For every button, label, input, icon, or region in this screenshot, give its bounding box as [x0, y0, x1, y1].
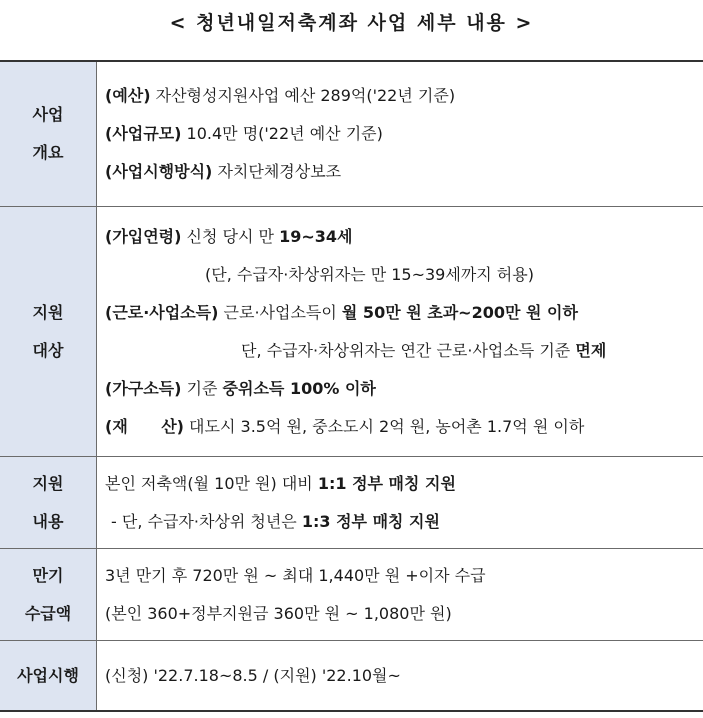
table-row-overview [0, 62, 703, 206]
income-line [105, 294, 703, 332]
age-line [105, 218, 703, 256]
line-label: (재 산) [105, 416, 184, 436]
line-note: (단, 수급자·차상위자는 만 15~39세까지 허용) [205, 264, 534, 284]
line-label: (근로·사업소득) [105, 302, 219, 322]
matching-note-line [105, 503, 703, 541]
assets-line [105, 408, 703, 446]
row-header-line: 지원 [32, 473, 64, 493]
line-label: (사업시행방식) [105, 162, 213, 181]
line-label: (예산) [105, 86, 151, 105]
page-title: < 청년내일저축계좌 사업 세부 내용 > [169, 12, 534, 34]
line-text: 근로·사업소득이 [218, 302, 342, 322]
row-header-line: 지원 [32, 302, 64, 322]
row-content-eligibility [97, 207, 703, 456]
row-header-schedule [0, 641, 97, 710]
line-text: 대도시 3.5억 원, 중소도시 2억 원, 농어촌 1.7억 원 이하 [183, 416, 585, 436]
line-label: (가입연령) [105, 226, 182, 246]
row-content-overview [97, 62, 703, 206]
payout-breakdown-line [105, 595, 703, 633]
line-strong: 19~34세 [279, 226, 353, 246]
line-text: 본인 저축액(월 10만 원) 대비 [105, 473, 318, 493]
line-strong: 중위소득 100% 이하 [222, 378, 376, 398]
line-note-strong: 면제 [575, 340, 607, 360]
row-header-support [0, 457, 97, 548]
row-header-line: 사업 [32, 105, 64, 124]
program-details-table [0, 60, 703, 712]
row-header-overview [0, 62, 97, 206]
line-text: 자산형성지원사업 예산 289억('22년 기준) [150, 86, 456, 105]
table-row-schedule [0, 640, 703, 710]
line-strong: 1:1 정부 매칭 지원 [317, 473, 456, 493]
age-note-line [105, 256, 703, 294]
row-header-line: 개요 [32, 143, 64, 162]
payout-line [105, 557, 703, 595]
line-note: 단, 수급자·차상위자는 연간 근로·사업소득 기준 [241, 340, 576, 360]
row-header-line: 만기 [32, 565, 64, 585]
row-header-payout [0, 549, 97, 640]
row-header-line: 대상 [32, 340, 64, 360]
line-text: (본인 360+정부지원금 360만 원 ~ 1,080만 원) [105, 603, 452, 623]
household-income-line [105, 370, 703, 408]
row-content-support [97, 457, 703, 548]
line-label: (사업규모) [105, 124, 182, 143]
income-note-line [105, 332, 703, 370]
table-row-payout [0, 548, 703, 640]
line-text: 3년 만기 후 720만 원 ~ 최대 1,440만 원 +이자 수급 [105, 565, 486, 585]
matching-line [105, 465, 703, 503]
row-content-schedule [97, 641, 703, 710]
row-header-line: 내용 [32, 511, 64, 531]
table-row-support [0, 456, 703, 548]
line-strong: 월 50만 원 초과~200만 원 이하 [341, 302, 578, 322]
table-row-eligibility [0, 206, 703, 456]
line-text: 기준 [181, 378, 223, 398]
row-header-line: 사업시행 [17, 665, 79, 685]
scale-line [105, 115, 703, 153]
row-header-line: 수급액 [24, 603, 72, 623]
line-text: 10.4만 명('22년 예산 기준) [181, 124, 383, 143]
line-text: 자치단체경상보조 [212, 162, 342, 181]
budget-line [105, 77, 703, 115]
line-text: (신청) '22.7.18~8.5 / (지원) '22.10월~ [105, 665, 401, 685]
line-text: 신청 당시 만 [181, 226, 280, 246]
line-text: - 단, 수급자·차상위 청년은 [111, 511, 302, 531]
row-header-eligibility [0, 207, 97, 456]
row-content-payout [97, 549, 703, 640]
line-label: (가구소득) [105, 378, 182, 398]
method-line [105, 153, 703, 191]
schedule-line [105, 657, 703, 695]
line-strong: 1:3 정부 매칭 지원 [301, 511, 440, 531]
